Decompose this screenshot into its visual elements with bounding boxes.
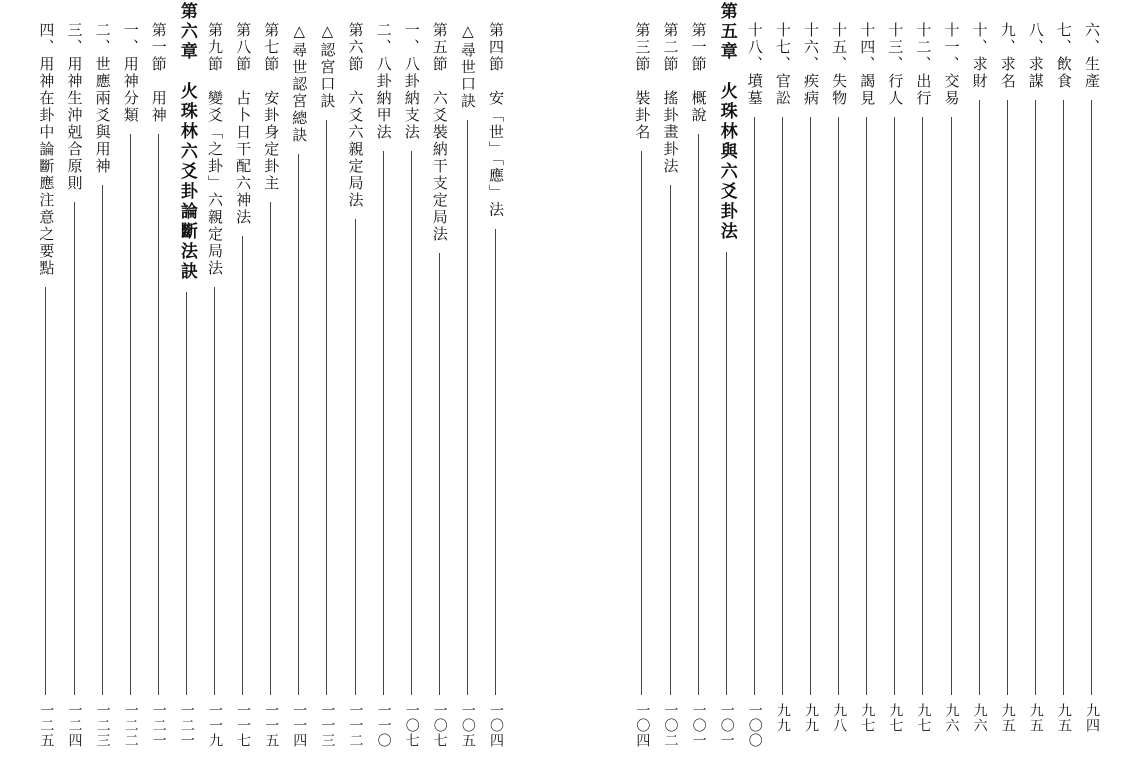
toc-entry[interactable]: [257, 0, 285, 781]
toc-entry[interactable]: [342, 0, 370, 781]
toc-entry-title: 六、生產: [1083, 22, 1101, 90]
toc-page-number: 一二四: [66, 703, 83, 748]
dotted-leader: [838, 117, 839, 695]
toc-page-number: 一〇一: [718, 703, 735, 748]
dotted-leader: [726, 252, 727, 695]
toc-page-number: 九四: [1084, 703, 1100, 733]
toc-entry[interactable]: [201, 0, 229, 781]
toc-entry[interactable]: [1050, 0, 1078, 781]
toc-entry[interactable]: [994, 0, 1022, 781]
toc-entry-title: 第五章 火珠林與六爻卦法: [716, 2, 737, 242]
dotted-leader: [214, 287, 215, 695]
dotted-leader: [102, 185, 103, 695]
toc-entry[interactable]: [909, 0, 937, 781]
toc-entry[interactable]: [881, 0, 909, 781]
dotted-leader: [670, 185, 671, 695]
toc-entry-title: △認宮口訣: [318, 22, 337, 110]
toc-entry-title: 第七節 安卦身定卦主: [262, 22, 281, 192]
toc-entry[interactable]: [117, 0, 145, 781]
toc-page-number: 一二一: [178, 703, 195, 748]
dotted-leader: [383, 151, 384, 695]
dotted-leader: [242, 236, 243, 695]
left-toc-page: [0, 0, 540, 781]
toc-page-number: 一一〇: [375, 703, 392, 748]
toc-entry-title: 第八節 占卜日干配六神法: [234, 22, 253, 226]
toc-entry[interactable]: [853, 0, 881, 781]
toc-chapter-entry[interactable]: [173, 0, 201, 781]
dotted-leader: [74, 202, 75, 695]
toc-entry[interactable]: [966, 0, 994, 781]
toc-entry-title: 四、用神在卦中論斷應注意之要點: [37, 22, 56, 277]
toc-page-number: 一〇一: [690, 703, 707, 748]
toc-entry-title: 十八、墳墓: [745, 22, 764, 107]
toc-entry-title: 第二節 搖卦畫卦法: [661, 22, 680, 175]
dotted-leader: [186, 292, 187, 695]
toc-page-number: 九九: [803, 703, 819, 733]
dotted-leader: [698, 134, 699, 695]
toc-page-number: 一〇〇: [746, 703, 763, 748]
dotted-leader: [298, 154, 299, 695]
toc-entry-title: 第六章 火珠林六爻卦論斷法訣: [176, 2, 197, 282]
toc-page-number: 一一九: [207, 703, 223, 748]
toc-page-number: 九七: [887, 703, 904, 733]
dotted-leader: [810, 117, 811, 695]
dotted-leader: [467, 120, 468, 695]
toc-entry[interactable]: [741, 0, 769, 781]
toc-entry-title: 第三節 裝卦名: [633, 22, 652, 141]
toc-page-number: 九七: [859, 703, 876, 733]
toc-page-number: 一二一: [150, 703, 167, 748]
dotted-leader: [1035, 100, 1036, 695]
toc-entry-title: 第一節 概說: [689, 22, 708, 124]
dotted-leader: [754, 117, 755, 695]
toc-chapter-entry[interactable]: [713, 0, 741, 781]
dotted-leader: [1063, 100, 1064, 695]
dotted-leader: [270, 202, 271, 695]
toc-entry-title: 第一節 用神: [149, 22, 168, 124]
right-toc-page: [560, 0, 1127, 781]
toc-entry-title: 三、用神生沖剋合原則: [65, 22, 84, 192]
toc-entry-title: 十六、疾病: [802, 22, 820, 107]
dotted-leader: [1007, 100, 1008, 695]
toc-entry[interactable]: [32, 0, 60, 781]
toc-entry-title: 十三、行人: [886, 22, 905, 107]
toc-entry-title: 二、八卦納甲法: [374, 22, 393, 141]
toc-entry[interactable]: [1022, 0, 1050, 781]
toc-page-number: 一〇二: [662, 703, 679, 748]
toc-page-number: 九九: [774, 703, 791, 733]
toc-page-number: 九六: [943, 703, 960, 733]
toc-page-number: 一〇四: [488, 703, 504, 748]
toc-entry-title: 一、用神分類: [121, 22, 140, 124]
toc-entry-title: 第六節 六爻六親定局法: [346, 22, 365, 209]
toc-entry[interactable]: [454, 0, 482, 781]
toc-entry[interactable]: [1078, 0, 1106, 781]
toc-entry-title: 十五、失物: [830, 22, 849, 107]
toc-entry-title: 第四節 安「世」「應」法: [487, 22, 505, 219]
dotted-leader: [130, 134, 131, 695]
toc-entry[interactable]: [89, 0, 117, 781]
dotted-leader: [495, 229, 496, 696]
dotted-leader: [894, 117, 895, 695]
toc-entry-title: 十四、謁見: [858, 22, 877, 107]
dotted-leader: [158, 134, 159, 695]
toc-entry-title: 第五節 六爻裝納干支定局法: [430, 22, 449, 243]
toc-page-number: 一一四: [291, 703, 308, 748]
toc-entry-title: 九、求名: [998, 22, 1017, 90]
toc-entry-title: 十一、交易: [942, 22, 961, 107]
toc-page-number: 一〇五: [459, 703, 476, 748]
toc-page-number: 一〇七: [403, 703, 420, 748]
dotted-leader: [641, 151, 642, 695]
toc-page-number: 九八: [831, 703, 848, 733]
toc-entry[interactable]: [145, 0, 173, 781]
toc-entry[interactable]: [370, 0, 398, 781]
toc-entry-title: 十七、官訟: [773, 22, 792, 107]
toc-entry[interactable]: [657, 0, 685, 781]
toc-page-number: 九六: [971, 703, 988, 733]
toc-entry[interactable]: [685, 0, 713, 781]
dotted-leader: [782, 117, 783, 695]
toc-page-number: 一二二: [122, 703, 139, 748]
dotted-leader: [326, 120, 327, 695]
dotted-leader: [951, 117, 952, 695]
dotted-leader: [439, 253, 440, 695]
toc-entry-title: 七、飲食: [1054, 22, 1073, 90]
toc-entry[interactable]: [797, 0, 825, 781]
toc-entry-title: △尋世認宮總訣: [290, 22, 309, 144]
toc-entry-title: 八、求謀: [1026, 22, 1045, 90]
dotted-leader: [411, 151, 412, 695]
toc-entry[interactable]: [398, 0, 426, 781]
toc-page-number: 一一三: [319, 703, 336, 748]
toc-entry-title: 第九節 變爻「之卦」六親定局法: [206, 22, 224, 277]
toc-page-number: 一二五: [38, 703, 55, 748]
toc-entry[interactable]: [61, 0, 89, 781]
toc-entry[interactable]: [426, 0, 454, 781]
toc-entry-title: 十、求財: [970, 22, 989, 90]
dotted-leader: [922, 117, 923, 695]
dotted-leader: [45, 287, 46, 695]
toc-entry-title: 十二、出行: [914, 22, 933, 107]
toc-page-number: 九七: [915, 703, 932, 733]
dotted-leader: [979, 100, 980, 695]
toc-entry[interactable]: [938, 0, 966, 781]
dotted-leader: [866, 117, 867, 695]
toc-page-number: 九五: [1055, 703, 1072, 733]
toc-entry[interactable]: [628, 0, 656, 781]
toc-entry[interactable]: [825, 0, 853, 781]
toc-page-number: 九五: [999, 703, 1016, 733]
toc-entry[interactable]: [769, 0, 797, 781]
toc-entry[interactable]: [229, 0, 257, 781]
toc-page-number: 一一五: [263, 703, 280, 748]
toc-entry[interactable]: [285, 0, 313, 781]
toc-entry[interactable]: [313, 0, 341, 781]
toc-entry-title: 一、八卦納支法: [402, 22, 421, 141]
toc-page-number: 一一七: [235, 703, 252, 748]
dotted-leader: [1091, 100, 1092, 695]
toc-page-number: 九五: [1027, 703, 1044, 733]
dotted-leader: [355, 219, 356, 695]
toc-entry-title: △尋世口訣: [458, 22, 477, 110]
toc-entry-title: 二、世應兩爻與用神: [93, 22, 112, 175]
toc-entry[interactable]: [482, 0, 510, 781]
toc-page-number: 一〇四: [634, 703, 651, 748]
toc-page-number: 一二三: [94, 703, 111, 748]
toc-page-number: 一一二: [347, 703, 364, 748]
toc-page-number: 一〇七: [431, 703, 448, 748]
